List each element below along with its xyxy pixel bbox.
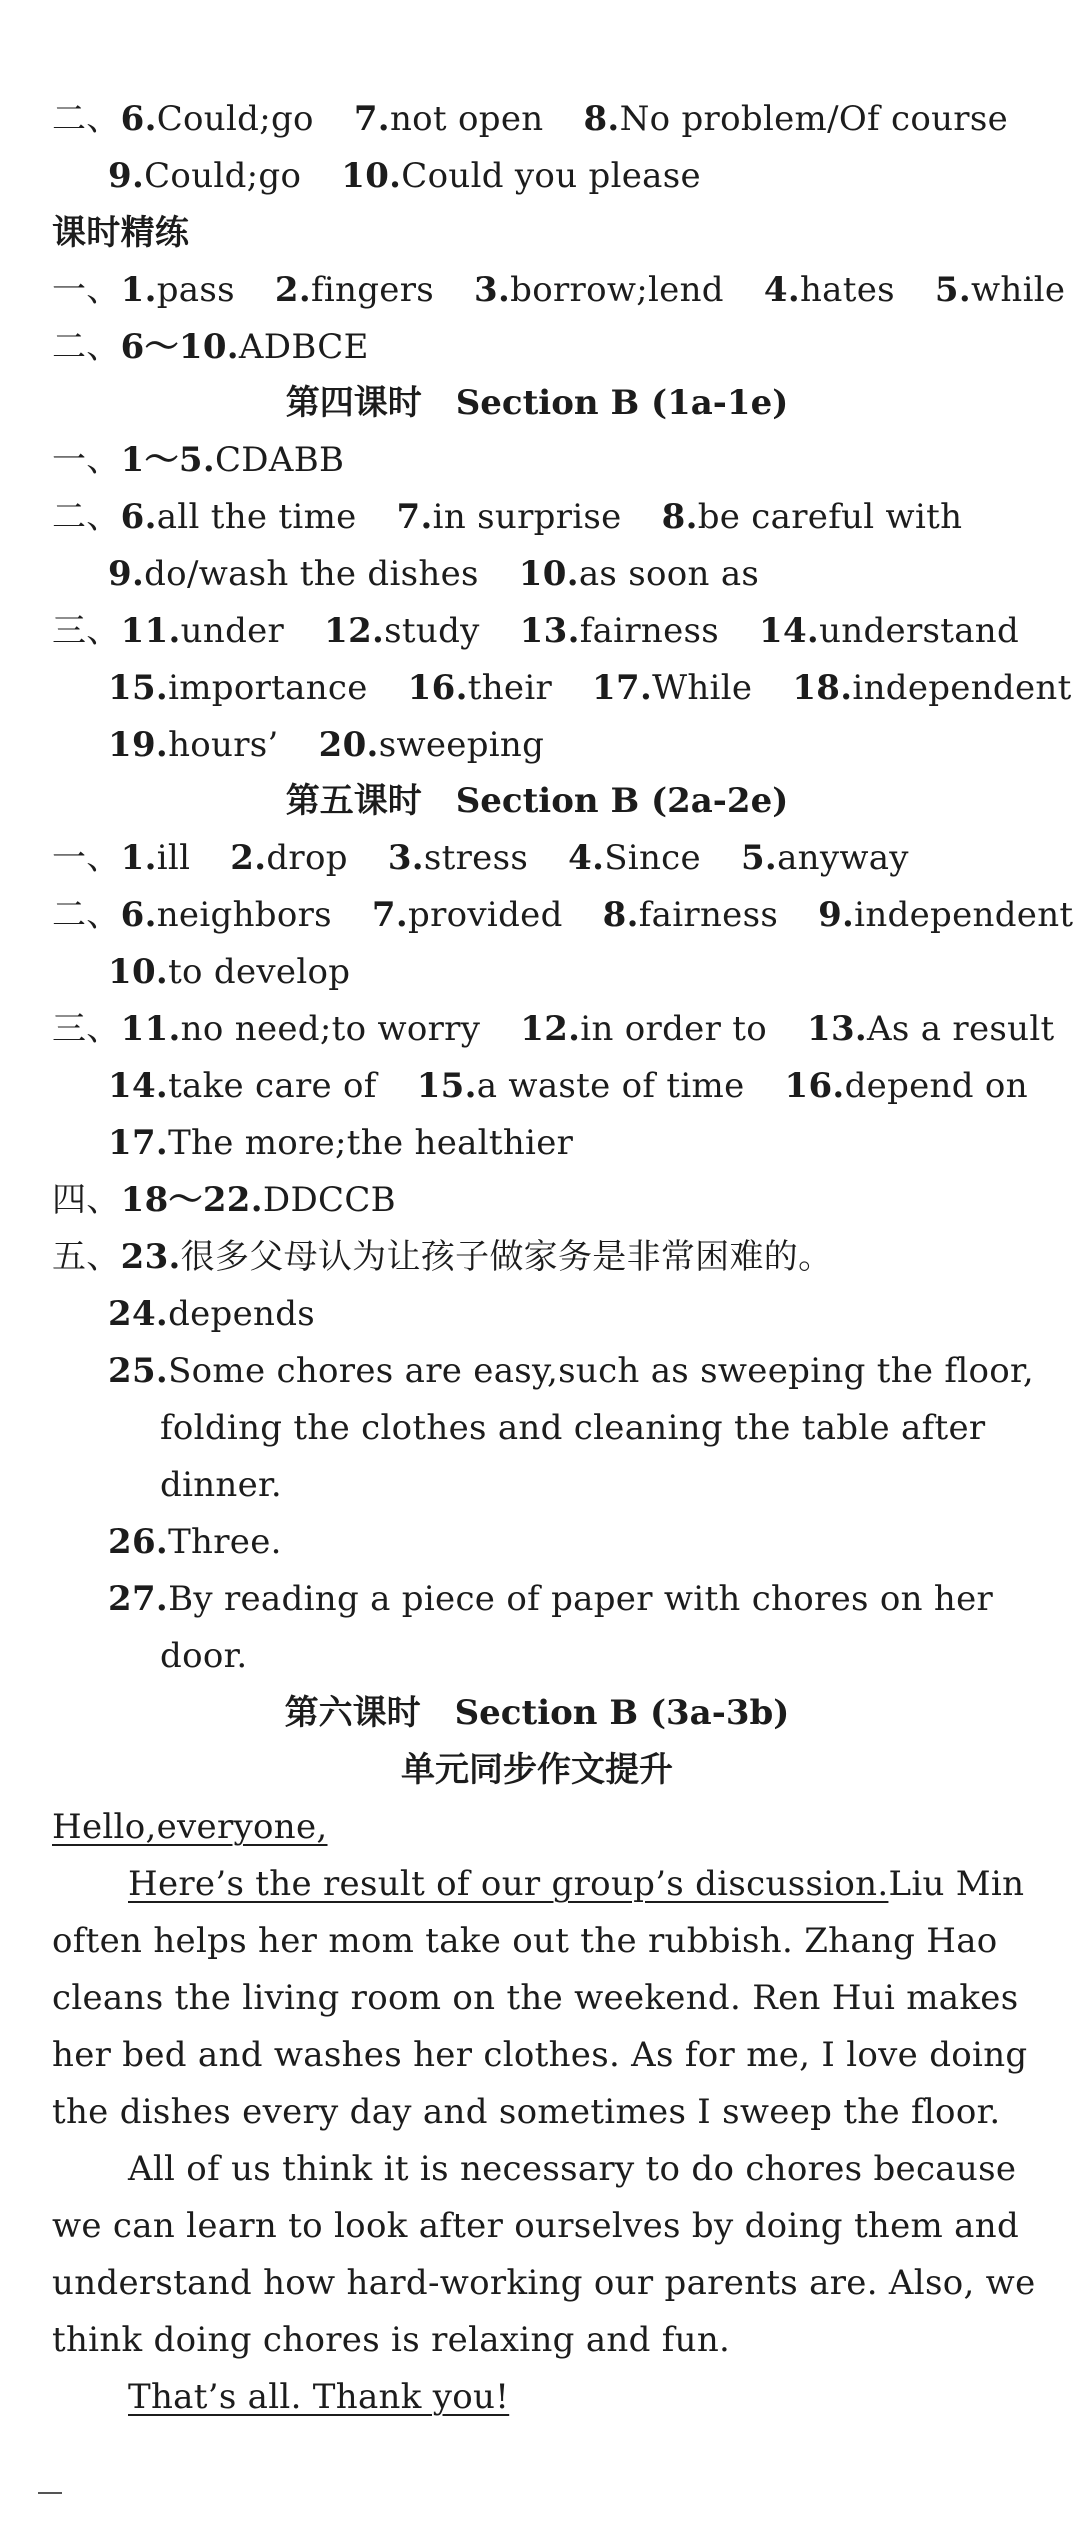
letter-p1-line1: Here’s the result of our group’s discussion.Liu Min (128, 1864, 1025, 1904)
answer-item: 13.As a result (806, 1009, 1055, 1049)
answer-item: 9.Could;go (108, 156, 302, 196)
answer-item: 19.hours’ (108, 725, 279, 765)
answer-item: 6.all the time (120, 497, 357, 537)
letter-closing: That’s all. Thank you! (128, 2377, 510, 2417)
lesson5-title: 第五课时 Section B (2a-2e) (285, 781, 789, 821)
answer-item: 15.importance (108, 668, 368, 708)
letter-greeting: Hello,everyone, (52, 1807, 328, 1847)
section-marker: 五、 (52, 1237, 121, 1277)
letter-p2-line1: All of us think it is necessary to do chores because (128, 2149, 1017, 2189)
answer-item: 20.sweeping (318, 725, 545, 765)
answer-item: 16.their (407, 668, 553, 708)
l5-q25-line3: dinner. (160, 1465, 282, 1505)
answer-item: 12.in order to (520, 1009, 767, 1049)
answer-item: 18.independent (792, 668, 1072, 708)
lesson6-title: 第六课时 Section B (3a-3b) (284, 1693, 790, 1733)
l4-sec2-line1 (52, 496, 962, 538)
answer-item: 9.independent (818, 895, 1074, 935)
answer-item: 8.No problem/Of course (583, 99, 1009, 139)
letter-p2-line4: think doing chores is relaxing and fun. (52, 2320, 731, 2360)
l5-q27: 27.By reading a piece of paper with chores on her (108, 1579, 994, 1619)
practice-title: 课时精练 (52, 213, 190, 253)
answer-item: 15.a waste of time (416, 1066, 745, 1106)
l5-sec3-line2 (108, 1065, 1028, 1107)
answer-item: 10.Could you please (341, 156, 701, 196)
answer-item: 7.not open (353, 99, 544, 139)
section-marker: 二、 (52, 895, 121, 935)
l5-sec2-line2: 10.to develop (108, 952, 351, 992)
writing-title: 单元同步作文提升 (401, 1750, 673, 1790)
section-marker: 二、 (52, 497, 121, 537)
answer-item: 8.fairness (602, 895, 779, 935)
answer-item: 10.as soon as (518, 554, 760, 594)
l4-sec1: 一、1～5.CDABB (52, 440, 345, 480)
answer-item: 3.stress (387, 838, 529, 878)
lesson4-title: 第四课时 Section B (1a-1e) (285, 383, 789, 423)
answer-item: 17.While (592, 668, 753, 708)
answer-item: 7.in surprise (396, 497, 622, 537)
l4-sec3-line3 (108, 724, 544, 766)
letter-p2-line3: understand how hard-working our parents are. Also, we (52, 2263, 1036, 2303)
answer-item: 2.drop (230, 838, 348, 878)
l4-sec3-line2 (108, 667, 1072, 709)
practice-sec1 (52, 269, 1065, 311)
answer-item: 6.neighbors (120, 895, 332, 935)
section-marker: 一、 (52, 440, 121, 480)
letter-p1-line3: cleans the living room on the weekend. Ren Hui makes (52, 1978, 1019, 2018)
section-marker: 三、 (52, 611, 121, 651)
section-marker: 一、 (52, 270, 121, 310)
answer-item: 3.borrow;lend (474, 270, 724, 310)
l5-q26: 26.Three. (108, 1522, 282, 1562)
l4-sec2-line2 (108, 553, 759, 595)
answer-item: 16.depend on (784, 1066, 1028, 1106)
answer-item: 12.study (324, 611, 480, 651)
answer-item: 8.be careful with (661, 497, 963, 537)
practice-sec2: 二、6～10.ADBCE (52, 327, 369, 367)
l5-q25: 25.Some chores are easy,such as sweeping the floor, (108, 1351, 1034, 1391)
section-marker: 二、 (52, 99, 121, 139)
section-marker: 二、 (52, 327, 121, 367)
answer-item: 14.take care of (108, 1066, 377, 1106)
answer-item: 11.no need;to worry (120, 1009, 481, 1049)
answer-item: 11.under (120, 611, 285, 651)
answer-item: 7.provided (371, 895, 563, 935)
l5-sec4: 四、18～22.DDCCB (52, 1180, 396, 1220)
l3-sec2-line1 (52, 98, 1008, 140)
answer-item: 4.hates (763, 270, 895, 310)
underlined-sentence: Here’s the result of our group’s discussion. (128, 1864, 889, 1904)
section-marker: 四、 (52, 1180, 121, 1220)
l3-sec2-line2 (108, 155, 701, 197)
l5-q24: 24.depends (108, 1294, 316, 1334)
letter-p2-line2: we can learn to look after ourselves by doing them and (52, 2206, 1020, 2246)
section-marker: 三、 (52, 1009, 121, 1049)
l5-sec1 (52, 837, 909, 879)
answer-item: 5.anyway (740, 838, 909, 878)
answer-item: 6.Could;go (120, 99, 314, 139)
letter-p1-line4: her bed and washes her clothes. As for me, I love doing (52, 2035, 1028, 2075)
page-edge-mark (38, 2492, 62, 2494)
l5-sec3-line1 (52, 1008, 1055, 1050)
answer-item: 1.pass (120, 270, 235, 310)
answer-item: 1.ill (120, 838, 191, 878)
l5-sec3-line3: 17.The more;the healthier (108, 1123, 574, 1163)
answer-item: 5.while (934, 270, 1066, 310)
section-marker: 一、 (52, 838, 121, 878)
l5-q27-line2: door. (160, 1636, 248, 1676)
answer-item: 9.do/wash the dishes (108, 554, 479, 594)
l5-q23: 五、23.很多父母认为让孩子做家务是非常困难的。 (52, 1237, 833, 1277)
letter-p1-line5: the dishes every day and sometimes I sweep the floor. (52, 2092, 1001, 2132)
l5-q25-line2: folding the clothes and cleaning the table after (160, 1408, 986, 1448)
answer-item: 4.Since (568, 838, 701, 878)
answer-item: 2.fingers (274, 270, 435, 310)
letter-p1-line2: often helps her mom take out the rubbish. Zhang Hao (52, 1921, 998, 1961)
answer-item: 14.understand (759, 611, 1020, 651)
l4-sec3-line1 (52, 610, 1019, 652)
answer-item: 13.fairness (519, 611, 720, 651)
l5-sec2-line1 (52, 894, 1073, 936)
